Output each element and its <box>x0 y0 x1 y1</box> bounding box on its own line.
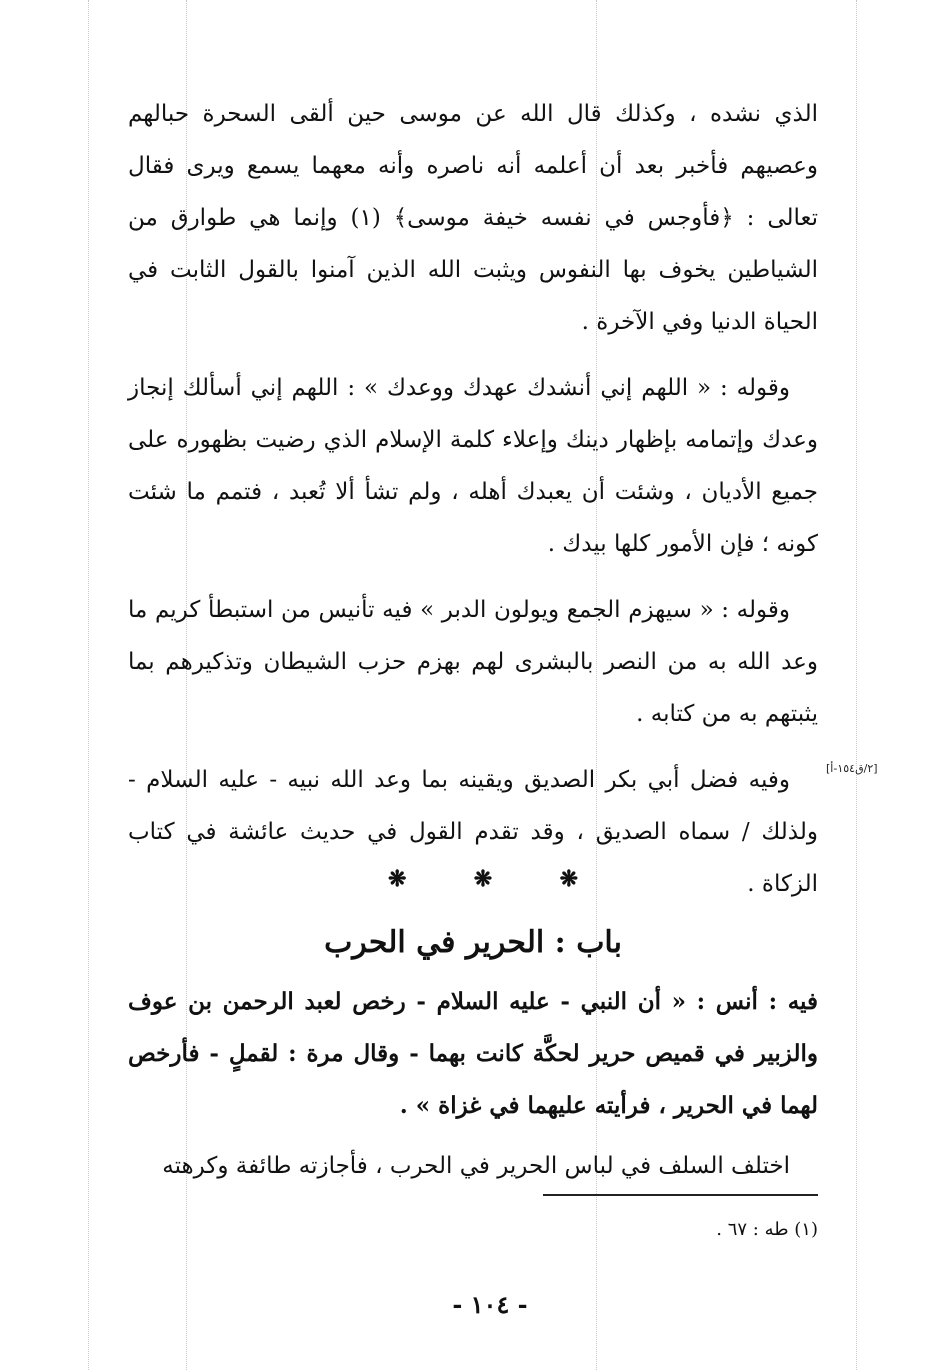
asterisk-ornament-2: ❋ <box>473 866 493 892</box>
asterisk-ornament-1: ❋ <box>388 866 407 892</box>
section-separator <box>388 866 578 892</box>
manuscript-folio-note: [٢/ق١٥٤-أ] <box>826 762 878 775</box>
paragraph-3: وقوله : « سيهزم الجمع ويولون الدبر » فيه تأنيس من استبطأ كريم ما وعد الله به من النصر بالبشرى لهم بهزم حزب الشيطان وتذكيرهم بما يثبتهم به من كتابه . <box>128 597 818 727</box>
footnote: (١) طه : ٦٧ . <box>716 1219 818 1240</box>
asterisk-ornament-3: ❋ <box>559 866 578 892</box>
paragraph-1: الذي نشده ، وكذلك قال الله عن موسى حين ألقى السحرة حبالهم وعصيهم فأخبر بعد أن أعلمه أنه ناصره وأنه معهما يسمع ويرى فقال تعالى : ﴿فأوجس في نفسه خيفة موسى﴾ (١) وإنما هي طوارق من الشياطين يخوف بها النفوس ويثبت الله الذين آمنوا بالقول الثابت في الحياة الدنيا وفي الآخرة . <box>128 101 818 335</box>
paragraph-6: اختلف السلف في لباس الحرير في الحرب ، فأجازته طائفة وكرهته <box>162 1153 790 1179</box>
footnote-divider <box>543 1194 818 1196</box>
scan-guide-line-left <box>88 0 89 1370</box>
paragraph-4: وفيه فضل أبي بكر الصديق ويقينه بما وعد الله نبيه - عليه السلام - ولذلك / سماه الصديق ، وقد تقدم القول في حديث عائشة في كتاب الزكاة . <box>128 767 818 897</box>
hadith-paragraph: فيه : أنس : « أن النبي - عليه السلام - رخص لعبد الرحمن بن عوف والزبير في قميص حرير لحكَّة كانت بهما - وقال مرة : لقملٍ - فأرخص لهما في الحرير ، فرأيته عليهما في غزاة » . <box>128 988 818 1119</box>
main-text-lower <box>128 976 818 1192</box>
main-text-upper <box>128 88 818 910</box>
paragraph-2: وقوله : « اللهم إني أنشدك عهدك ووعدك » : اللهم إني أسألك إنجاز وعدك وإتمامه بإظهار دينك وإعلاء كلمة الإسلام الذي رضيت بظهوره على جميع الأديان ، وشئت أن يعبدك أهله ، ولم تشأ ألا تُعبد ، فتمم ما شئت كونه ؛ فإن الأمور كلها بيدك . <box>128 375 818 557</box>
chapter-title: باب : الحرير في الحرب <box>324 925 622 960</box>
scan-guide-line-right <box>856 0 857 1370</box>
page-number: - ١٠٤ - <box>452 1290 528 1319</box>
